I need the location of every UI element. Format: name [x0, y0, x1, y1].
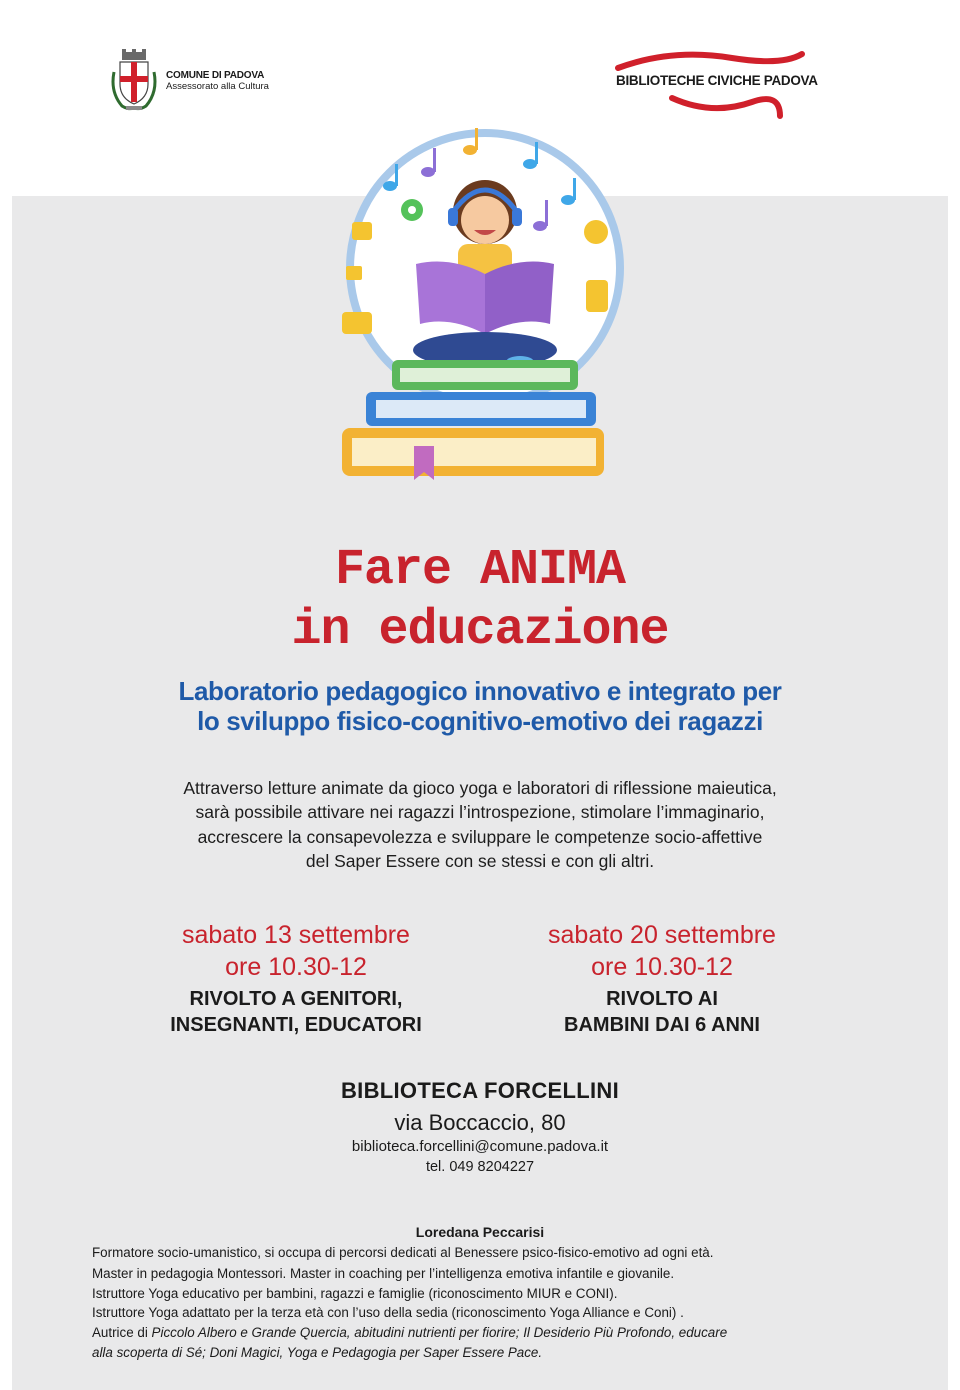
description-line: accrescere la consapevolezza e sviluppare le competenze socio-affettive [197, 827, 763, 847]
bio-author-name: Loredana Peccarisi [415, 1224, 545, 1240]
bio-line [92, 1323, 727, 1343]
venue-phone: tel. 049 8204227 [425, 1159, 535, 1175]
page-title-line2: in educazione [291, 602, 669, 659]
event-2-audience: BAMBINI DAI 6 ANNI [564, 1014, 760, 1036]
city-crest-icon [108, 48, 160, 114]
child-reading-illustration [320, 128, 650, 508]
comune-title: COMUNE DI PADOVA [166, 70, 265, 81]
biblioteche-logo [612, 46, 857, 122]
event-2-audience: RIVOLTO AI [606, 988, 718, 1010]
bio-books: alla scoperta di Sé; Doni Magici, Yoga e Pedagogia per Saper Essere Pace. [92, 1345, 543, 1360]
event-2-time: ore 10.30-12 [591, 953, 733, 981]
bio-line: Master in pedagogia Montessori. Master in coaching per l’intelligenza emotiva infantile e giovanile. [92, 1266, 675, 1281]
comune-logo [108, 48, 269, 114]
subtitle-line2: lo sviluppo fisico-cognitivo-emotivo dei ragazzi [197, 706, 763, 736]
event-1-audience: INSEGNANTI, EDUCATORI [170, 1014, 422, 1036]
subtitle-line1: Laboratorio pedagogico innovativo e integrato per [178, 676, 782, 706]
description-line: del Saper Essere con se stessi e con gli altri. [305, 851, 655, 871]
event-1-audience: RIVOLTO A GENITORI, [189, 988, 403, 1010]
bio-prefix: Autrice di [92, 1325, 152, 1340]
bio-line [92, 1343, 542, 1363]
bio-line: Istruttore Yoga adattato per la terza età con l’uso della sedia (riconoscimento Yoga Alliance e Coni) . [92, 1305, 684, 1320]
description-line: Attraverso letture animate da gioco yoga e laboratori di riflessione maieutica, [183, 778, 777, 798]
biblioteche-label: BIBLIOTECHE CIVICHE PADOVA [616, 73, 818, 88]
description-line: sarà possibile attivare nei ragazzi l’introspezione, stimolare l’immaginario, [195, 802, 765, 822]
comune-subtitle: Assessorato alla Cultura [166, 81, 269, 92]
venue-name: BIBLIOTECA FORCELLINI [340, 1078, 620, 1103]
event-1-date: sabato 13 settembre [182, 921, 410, 949]
bio-books: Piccolo Albero e Grande Quercia, abitudini nutrienti per fiorire; Il Desiderio Più Profondo, educare [151, 1325, 728, 1340]
bio-line: Formatore socio-umanistico, si occupa di percorsi dedicati al Benessere psico-fisico-emotivo ad ogni età. [92, 1245, 714, 1260]
event-1-time: ore 10.30-12 [225, 953, 367, 981]
page-title-line1: Fare ANIMA [334, 542, 626, 599]
event-2-date: sabato 20 settembre [548, 921, 776, 949]
venue-email[interactable]: biblioteca.forcellini@comune.padova.it [351, 1138, 609, 1155]
bio-line: Istruttore Yoga educativo per bambini, ragazzi e famiglie (riconoscimento MIUR e CONI). [92, 1286, 618, 1301]
venue-address: via Boccaccio, 80 [394, 1110, 566, 1135]
